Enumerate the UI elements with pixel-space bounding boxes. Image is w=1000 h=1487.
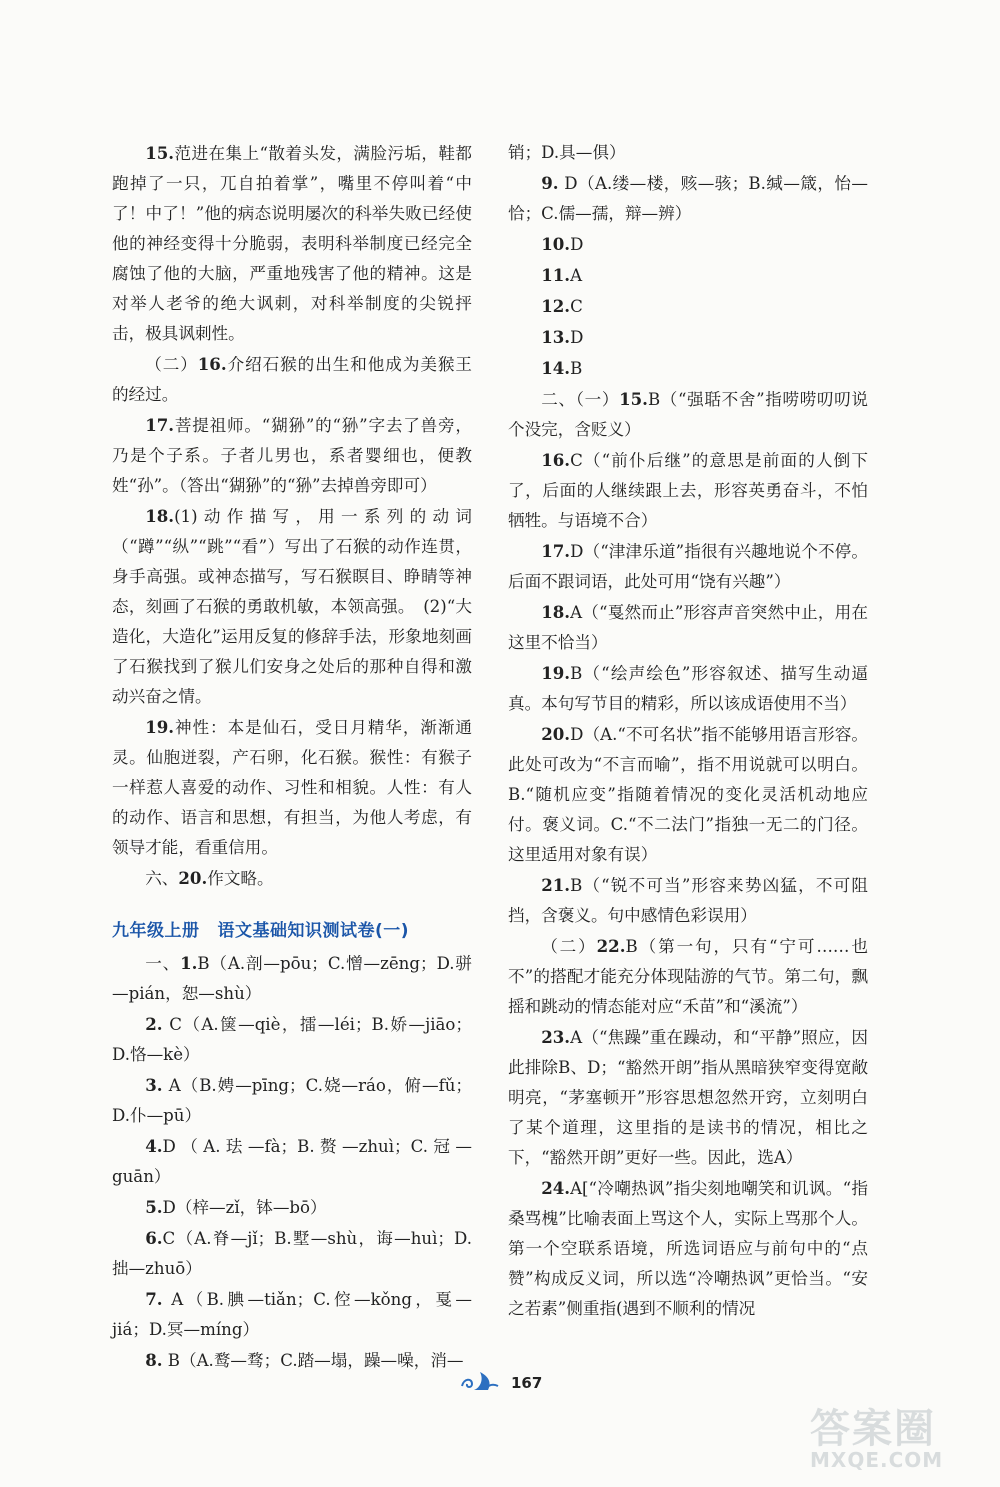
answer-prefix: 一、 [145,954,181,973]
answer-text: A（B.娉—pīng；C.娆—ráo，俯—fǔ；D.仆—pū） [112,1076,472,1125]
answer-paragraph [112,1192,472,1223]
answer-paragraph [508,229,868,260]
answer-paragraph [508,1022,868,1173]
page-number: 167 [510,1374,543,1392]
answer-text: A（“焦躁”重在躁动，和“平静”照应，因此排除B、D；“豁然开朗”指从黑暗狭窄变得宽敞明亮，“茅塞顿开”形容思想忽然开窍，立刻明白了某个道理，这里指的是读书的情况，相比之下，“豁然开朗”更好一些。因此，选A） [508,1028,868,1167]
answer-text: C（“前仆后继”的意思是前面的人倒下了，后面的人继续跟上去，形容英勇奋斗，不怕牺牲。与语境不合） [508,451,868,530]
answer-paragraph [508,1173,868,1324]
watermark-line2: MXQE.COM [810,1448,944,1472]
answer-number: 19. [541,663,571,683]
answer-paragraph [112,948,472,1009]
answer-text: A（B.腆—tiǎn；C.倥—kǒng，戛—jiá；D.冥—míng） [112,1290,472,1339]
section-heading [112,916,472,946]
answer-number: 19. [145,717,175,737]
answer-paragraph [508,597,868,658]
answer-paragraph [112,1009,472,1070]
answer-number: 10. [541,234,571,254]
answer-text: B（“锐不可当”形容来势凶猛，不可阻挡，含褒义。句中感情色彩误用） [508,876,868,925]
page-footer [0,1368,1000,1398]
watermark [810,1397,960,1472]
answer-paragraph [508,260,868,291]
answer-number: 20. [178,868,208,888]
answer-number: 21. [541,875,571,895]
answer-number: 17. [541,541,571,561]
answer-text: A [570,266,583,285]
answer-paragraph [508,291,868,322]
answer-text: D（A.“不可名状”指不能够用语言形容。此处可改为“不言而喻”，指不用说就可以明白。B.“随机应变”指随着情况的变化灵活机动地应付。褒义词。C.“不二法门”指独一无二的门径。这里适用对象有误） [508,725,868,864]
answer-paragraph [508,931,868,1022]
answer-number: 22. [596,936,626,956]
answer-paragraph [112,1284,472,1345]
left-column [112,138,472,1376]
answer-number: 18. [541,602,571,622]
answer-number: 16. [197,354,227,374]
answer-text: 范进在集上“散着头发，满脸污垢，鞋都跑掉了一只，兀自拍着掌”，嘴里不停叫着“中了！中了！”他的病态说明屡次的科举失败已经使他的神经变得十分脆弱，表明科举制度已经完全腐蚀了他的大脑，严重地残害了他的精神。这是对举人老爷的绝大讽刺，对科举制度的尖锐抨击，极具讽刺性。 [112,144,472,343]
answer-text: B（“绘声绘色”形容叙述、描写生动逼真。本句写节目的精彩，所以该成语使用不当） [508,664,868,713]
answer-paragraph [508,384,868,445]
answer-paragraph [112,712,472,863]
answer-text: 作文略。 [207,869,274,888]
answer-paragraph [112,1131,472,1192]
answer-number: 1. [180,953,198,973]
answer-text: D（“津津乐道”指很有兴趣地说个不停。后面不跟词语，此处可用“饶有兴趣”） [508,542,868,591]
answer-paragraph [508,658,868,719]
answer-text: C（A.脊—jǐ；B.墅—shù，诲—huì；D.拙—zhuō） [112,1229,472,1278]
answer-number: 3. [145,1075,163,1095]
answer-text: D [570,328,584,347]
answer-text: B（“强聒不舍”指唠唠叨叨说个没完，含贬义） [508,390,868,439]
section-heading-title: 语文基础知识测试卷(一) [217,921,410,941]
answer-text: D [570,235,584,254]
answer-number: 16. [541,450,571,470]
answer-number: 15. [145,143,175,163]
answer-paragraph [112,1070,472,1131]
answer-prefix: （二） [541,937,597,956]
answer-text: B（A.鹜—骛；C.踏—塌，躁—噪，消— [162,1351,464,1370]
answer-paragraph [112,501,472,712]
answer-text: B（第一句，只有“宁可……也不”的搭配才能充分体现陆游的气节。第二句，飘摇和跳动的情态能对应“禾苗”和“溪流”） [508,937,868,1016]
answer-text: 菩提祖师。“猢狲”的“狲”字去了兽旁，乃是个子系。子者儿男也，系者婴细也，便教姓“孙”。（答出“猢狲”的“狲”去掉兽旁即可） [112,416,472,495]
answer-number: 6. [145,1228,163,1248]
answer-paragraph [112,863,472,894]
section-heading-grade: 九年级上册 [112,921,200,941]
answer-prefix: 二、（一） [541,390,620,409]
answer-number: 23. [541,1027,571,1047]
right-column [508,138,868,1324]
answer-number: 13. [541,327,571,347]
answer-text: D（A.珐—fà；B.赘—zhuì；C.冠—guān） [112,1137,472,1186]
answer-paragraph [508,445,868,536]
answer-paragraph [112,1223,472,1284]
answer-paragraph [508,870,868,931]
watermark-line1: 答案圈 [810,1406,936,1452]
answer-number: 15. [619,389,648,409]
answer-prefix: 六、 [145,869,179,888]
bird-swirl-logo-icon [458,1368,500,1398]
answer-text: B [570,359,583,378]
answer-number: 14. [541,358,571,378]
answer-number: 11. [541,265,571,285]
answer-text: C（A.箧—qiè，擂—léi；B.娇—jiāo；D.恪—kè） [112,1015,472,1064]
answer-prefix: （二） [145,355,198,374]
answer-number: 5. [145,1197,163,1217]
answer-number: 24. [541,1178,571,1198]
answer-text: D（梓—zǐ，钵—bō） [162,1198,327,1217]
answer-text: D（A.缕—楼，赅—骇；B.缄—箴，怡—恰；C.儒—孺，辩—辨） [508,174,868,223]
left-paragraphs [112,138,472,894]
continuation-text: 销；D.具—俱） [508,143,626,162]
answer-paragraph [508,353,868,384]
answer-paragraph [508,536,868,597]
answer-text: C [570,297,583,316]
answer-number: 4. [145,1136,163,1156]
answer-paragraph [508,322,868,353]
answer-text: 介绍石猴的出生和他成为美猴王的经过。 [112,355,473,404]
answer-paragraph [508,168,868,229]
answer-number: 7. [145,1289,163,1309]
answer-paragraph [508,719,868,870]
answer-number: 8. [145,1350,163,1370]
answer-number: 12. [541,296,571,316]
answer-number: 17. [145,415,175,435]
answer-number: 2. [145,1014,163,1034]
answer-paragraph [112,349,472,410]
right-paragraphs [508,168,868,1324]
answer-text: A[“冷嘲热讽”指尖刻地嘲笑和讥讽。“指桑骂槐”比喻表面上骂这个人，实际上骂那个人。第一个空联系语境，所选词语应与前句中的“点赞”构成反义词，所以选“冷嘲热讽”更恰当。“安之若素”侧重指(遇到不顺利的情况 [508,1179,868,1318]
answer-text: 神性：本是仙石，受日月精华，渐渐通灵。仙胞迸裂，产石卵，化石猴。猴性：有猴子一样惹人喜爱的动作、习性和相貌。人性：有人的动作、语言和思想，有担当，为他人考虑，有领导才能，看重信用。 [112,718,472,857]
answer-number: 20. [541,724,571,744]
answer-text: B（A.剖—pōu；C.憎—zēng；D.骈—pián，恕—shù） [112,954,473,1003]
answer-paragraph [112,138,472,349]
left-after-heading [112,948,472,1376]
answer-paragraph [112,410,472,501]
answer-number: 9. [541,173,559,193]
answer-text: A（“戛然而止”形容声音突然中止，用在这里不恰当） [508,603,868,652]
answer-number: 18. [145,506,175,526]
answer-text: (1)动作描写，用一系列的动词（“蹲”“纵”“跳”“看”）写出了石猴的动作连贯，身手高强。或神态描写，写石猴瞑目、睁睛等神态，刻画了石猴的勇敢机敏，本领高强。 (2)“大造化，大造化”运用反复的修辞手法，形象地刻画了石猴找到了猴儿们安身之处后的那种自得和激动兴奋之情。 [112,507,472,706]
